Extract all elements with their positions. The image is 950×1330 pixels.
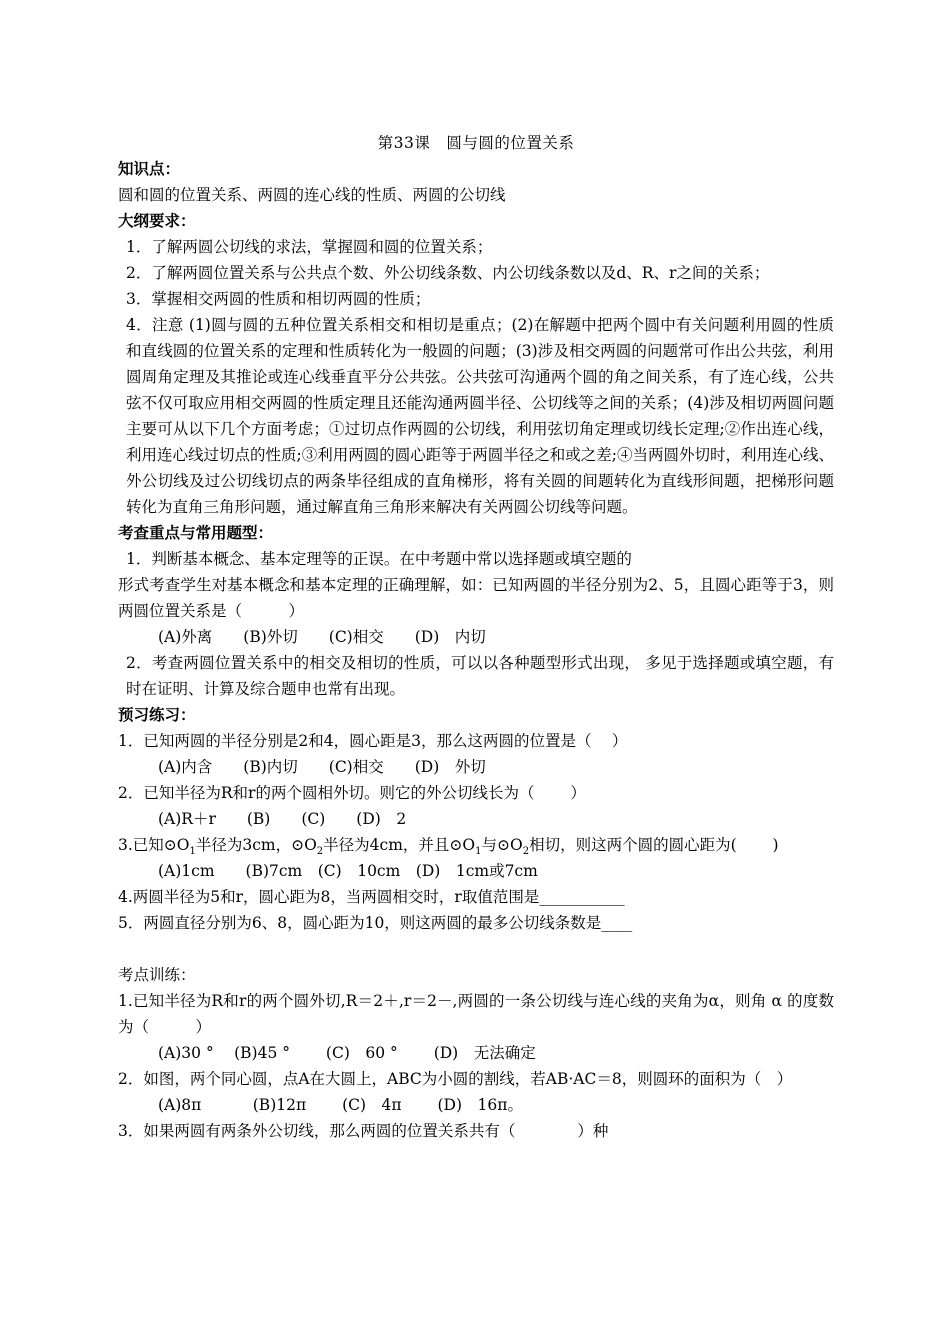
training-question-3: 3．如果两圆有两条外公切线，那么两圆的位置关系共有（ ）种 [118,1122,609,1140]
outline-item-1: 1．了解两圆公切线的求法，掌握圆和圆的位置关系； [126,238,493,256]
exam-item-2: 2．考查两圆位置关系中的相交及相切的性质，可以以各种题型形式出现， 多见于选择题或填空题，有时在证明、计算及综合题申也常有出现。 [126,654,834,698]
exam-item-1-options: (A)外离 (B)外切 (C)相交 (D) 内切 [158,628,486,646]
q3-part-c: 半径为4cm，并且⊙O [323,836,476,854]
q3-part-d: 与⊙O [481,836,523,854]
exam-item-1-rest: 形式考查学生对基本概念和基本定理的正确理解，如：已知两圆的半径分别为2、5，且圆心距等于3，则两圆位置关系是（ ） [118,576,834,620]
training-question-1: 1.已知半径为R和r的两个圆外切,R＝2＋,r＝2－,两圆的一条公切线与连心线的夹角为α，则角 α 的度数为（ ） [118,992,834,1036]
q3-part-a: 3.已知⊙O [118,836,190,854]
exam-item-1-line-1: 1．判断基本概念、基本定理等的正误。在中考题中常以选择题或填空题的 [126,550,632,568]
q3-part-b: 半径为3cm，⊙O [195,836,317,854]
preview-question-1-options: (A)内含 (B)内切 (C)相交 (D) 外切 [158,758,486,776]
exam-heading: 考查重点与常用题型： [118,524,274,542]
knowledge-text: 圆和圆的位置关系、两圆的连心线的性质、两圆的公切线 [118,186,506,204]
preview-question-3 [118,832,834,858]
q3-subscript-4: 2 [522,846,530,858]
outline-item-3: 3．掌握相交两圆的性质和相切两圆的性质； [126,290,431,308]
preview-question-2: 2．已知半径为R和r的两个圆相外切。则它的外公切线长为（ ） [118,784,586,802]
document-content [118,130,834,1144]
knowledge-heading: 知识点： [118,160,181,178]
preview-heading: 预习练习： [118,706,196,724]
training-question-2: 2．如图，两个同心圆，点A在大圆上，ABC为小圆的割线，若AB·AC＝8，则圆环的面积为（ ） [118,1070,793,1088]
page-title: 第33课 圆与圆的位置关系 [377,134,575,152]
training-question-2-options: (A)8π (B)12π (C) 4π (D) 16π。 [158,1096,523,1114]
section-spacer [118,936,834,962]
q3-subscript-3: 1 [475,846,482,858]
training-question-1-options: (A)30 ° (B)45 ° (C) 60 ° (D) 无法确定 [158,1044,536,1062]
preview-question-5: 5．两圆直径分别为6、8，圆心距为10，则这两圆的最多公切线条数是____ [118,914,633,932]
q3-subscript-1: 1 [189,846,196,858]
q3-subscript-2: 2 [316,846,324,858]
q3-part-e: 相切，则这两个圆的圆心距为( ) [529,836,779,854]
preview-question-3-options: (A)1cm (B)7cm (C) 10cm (D) 1cm或7cm [158,862,538,880]
training-heading: 考点训练： [118,966,196,984]
preview-question-1: 1．已知两圆的半径分别是2和4，圆心距是3，那么这两圆的位置是（ ） [118,732,628,750]
outline-heading: 大纲要求： [118,212,196,230]
preview-question-4: 4.两圆半径为5和r，圆心距为8，当两圆相交时，r取值范围是___________ [118,888,625,906]
outline-item-4: 4．注意 (1)圆与圆的五种位置关系相交和相切是重点；(2)在解题中把两个圆中有关问题利用圆的性质和直线圆的位置关系的定理和性质转化为一般圆的问题；(3)涉及相交两圆的问题常可作出公共弦，利用圆周角定理及其推论或连心线垂直平分公共弦。公共弦可沟通两个圆的角之间关系，有了连心线，公共弦不仅可取应用相交两圆的性质定理且还能沟通两圆半径、公切线等之间的关系；(4)涉及相切两圆问题主要可从以下几个方面考虑；①过切点作两圆的公切线，利用弦切角定理或切线长定理;②作出连心线，利用连心线过切点的性质;③利用两圆的圆心距等于两圆半径之和或之差;④当两圆外切时，利用连心线、外公切线及过公切线切点的两条毕径组成的直角梯形，将有关圆的间题转化为直线形间题，把梯形问题转化为直角三角形问题，通过解直角三角形来解决有关两圆公切线等问题。 [126,316,834,516]
outline-item-2: 2．了解两圆位置关系与公共点个数、外公切线条数、内公切线条数以及d、R、r之间的关系； [126,264,770,282]
preview-question-2-options: (A)R＋r (B) (C) (D) 2 [158,810,407,828]
